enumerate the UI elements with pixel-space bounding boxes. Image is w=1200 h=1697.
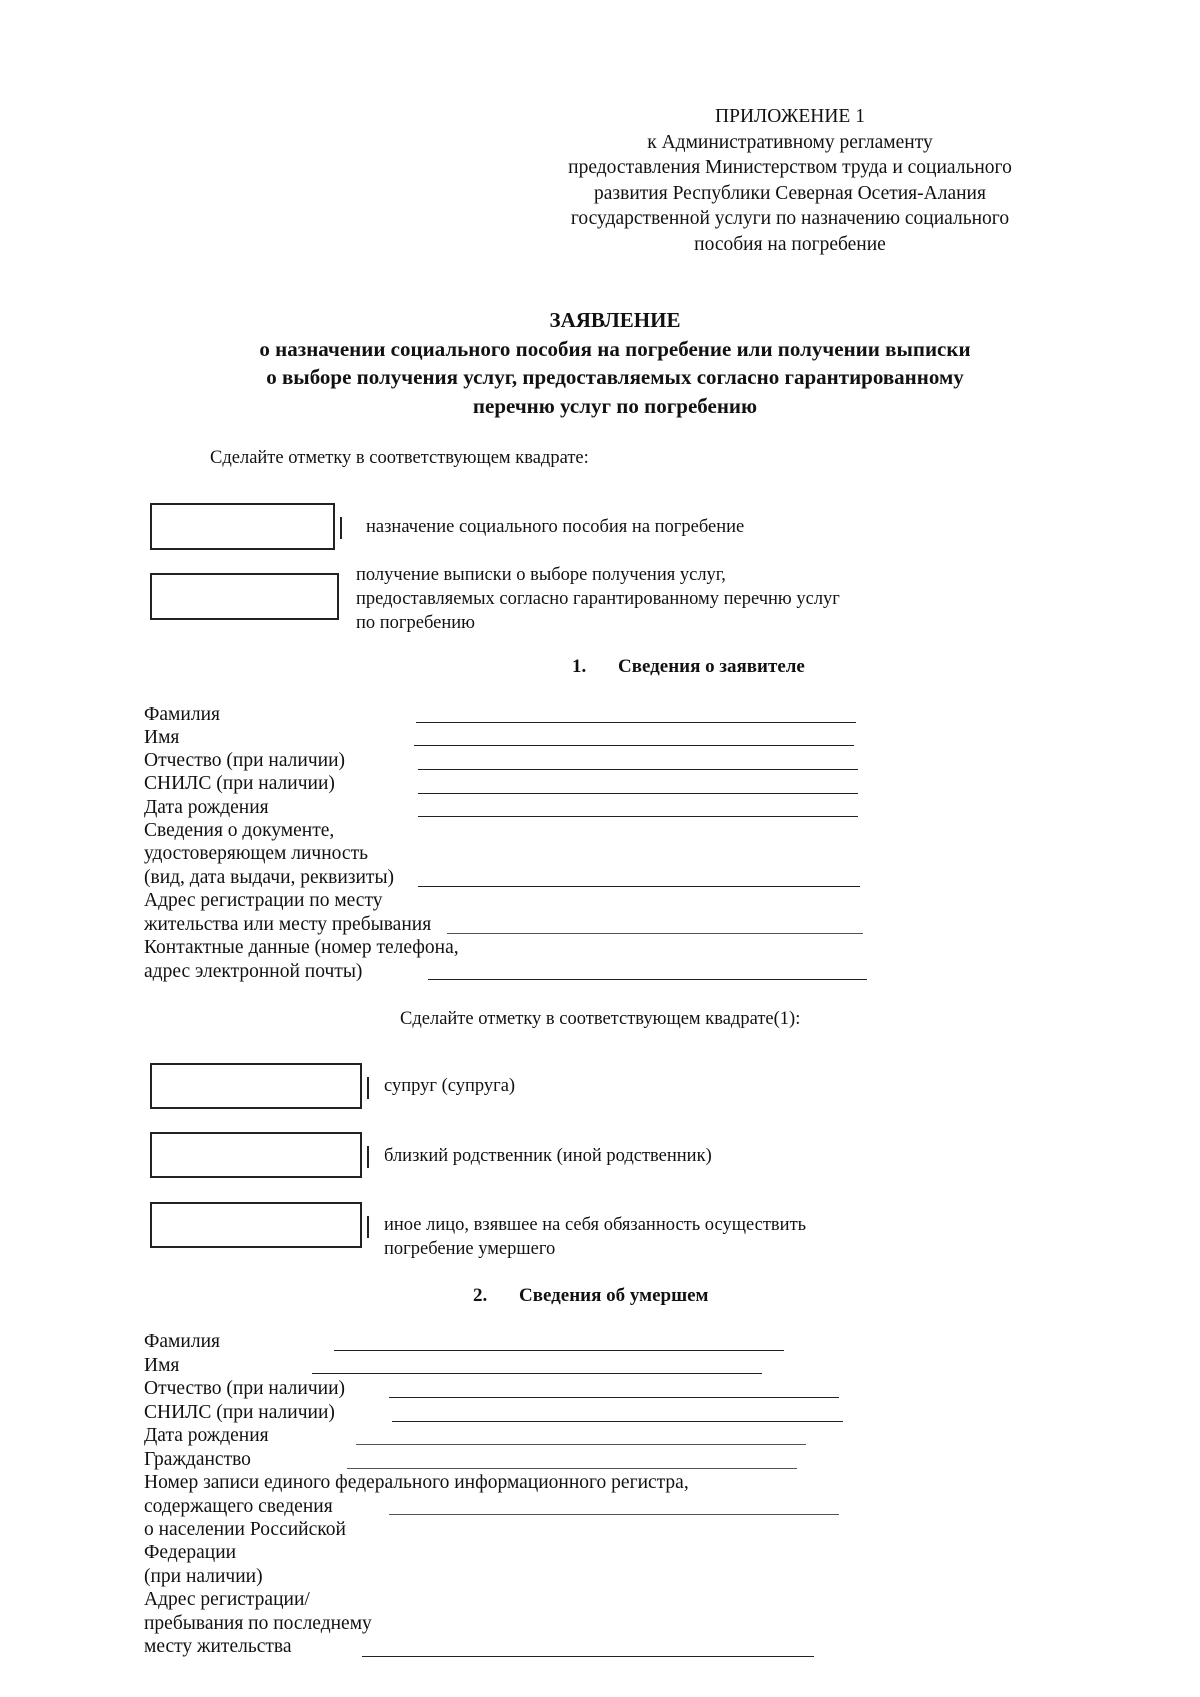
option-relative-label: близкий родственник (иной родственник) bbox=[384, 1146, 712, 1166]
option-burial-allowance-label: назначение социального пособия на погребение bbox=[366, 517, 745, 537]
deceased-label-birthdate: Дата рождения bbox=[144, 1425, 269, 1446]
choice2-instruction: Сделайте отметку в соответствующем квадрате(1): bbox=[400, 1009, 801, 1029]
section2-heading bbox=[473, 1284, 709, 1308]
section1-heading bbox=[572, 655, 805, 679]
title-line: перечню услуг по погребению bbox=[472, 393, 758, 418]
field-line-snils[interactable] bbox=[418, 793, 858, 794]
field-label-address: Адрес регистрации по месту bbox=[144, 890, 383, 911]
title-line: о назначении социального пособия на погребение или получении выписки bbox=[259, 336, 971, 361]
option-spouse-label: супруг (супруга) bbox=[384, 1076, 516, 1096]
option-other-person-label: иное лицо, взявшее на себя обязанность осуществить погребение умершего bbox=[384, 1215, 807, 1259]
section2-number: 2. bbox=[473, 1285, 488, 1306]
title-heading: ЗАЯВЛЕНИЕ bbox=[549, 308, 681, 332]
option-services-extract-label: получение выписки о выборе получения услуг, предоставляемых согласно гарантированному перечню услуг по погребению bbox=[356, 565, 840, 633]
deceased-line-citizenship[interactable] bbox=[347, 1468, 797, 1469]
section1-title: Сведения о заявителе bbox=[618, 656, 805, 677]
field-label-surname: Фамилия bbox=[144, 704, 220, 725]
deceased-label-register: Номер записи единого федерального информационного регистра, bbox=[144, 1472, 689, 1493]
annex-block bbox=[520, 104, 1060, 257]
field-label-document-2: удостоверяющем личность bbox=[144, 843, 368, 864]
field-line-name[interactable] bbox=[414, 745, 854, 746]
deceased-label-address-2: пребывания по последнему bbox=[144, 1613, 372, 1634]
deceased-line-snils[interactable] bbox=[392, 1421, 843, 1422]
deceased-line-name[interactable] bbox=[312, 1373, 762, 1374]
field-line-surname[interactable] bbox=[416, 722, 856, 723]
deceased-line-address[interactable] bbox=[362, 1656, 814, 1657]
field-line-birthdate[interactable] bbox=[418, 816, 858, 817]
annex-line: пособия на погребение bbox=[694, 233, 886, 255]
checkbox-other-person[interactable] bbox=[150, 1202, 362, 1248]
field-label-document-3: (вид, дата выдачи, реквизиты) bbox=[144, 867, 395, 888]
field-label-contacts-2: адрес электронной почты) bbox=[144, 961, 363, 982]
checkbox-services-extract[interactable] bbox=[150, 573, 339, 620]
deceased-line-patronymic[interactable] bbox=[389, 1397, 839, 1398]
field-label-contacts: Контактные данные (номер телефона, bbox=[144, 937, 459, 958]
deceased-label-register-2: содержащего сведения bbox=[144, 1496, 333, 1517]
annex-line: ПРИЛОЖЕНИЕ 1 bbox=[715, 106, 865, 127]
annex-line: предоставления Министерством труда и социального bbox=[568, 157, 1012, 178]
deceased-line-register[interactable] bbox=[389, 1514, 839, 1515]
annex-line: к Административному регламенту bbox=[647, 131, 933, 153]
deceased-label-address-3: месту жительства bbox=[144, 1636, 292, 1657]
deceased-label-patronymic: Отчество (при наличии) bbox=[144, 1378, 346, 1399]
deceased-label-register-5: (при наличии) bbox=[144, 1566, 263, 1587]
deceased-line-birthdate[interactable] bbox=[356, 1444, 806, 1445]
field-label-snils: СНИЛС (при наличии) bbox=[144, 773, 335, 794]
field-line-document[interactable] bbox=[418, 886, 860, 887]
deceased-label-snils: СНИЛС (при наличии) bbox=[144, 1402, 335, 1423]
section2-title: Сведения об умершем bbox=[519, 1285, 709, 1306]
document-title bbox=[150, 306, 1080, 420]
annex-line: государственной услуги по назначению социального bbox=[570, 208, 1010, 229]
deceased-line-surname[interactable] bbox=[334, 1350, 784, 1351]
annex-line: развития Республики Северная Осетия-Алания bbox=[594, 182, 986, 204]
checkbox-relative[interactable] bbox=[150, 1132, 362, 1178]
checkbox-burial-allowance[interactable] bbox=[150, 503, 335, 550]
deceased-label-address: Адрес регистрации/ bbox=[144, 1589, 310, 1610]
title-line: о выборе получения услуг, предоставляемых согласно гарантированному bbox=[266, 365, 964, 389]
field-line-address[interactable] bbox=[447, 933, 863, 934]
field-line-contacts[interactable] bbox=[428, 979, 867, 980]
checkbox-spouse[interactable] bbox=[150, 1063, 362, 1109]
field-label-birthdate: Дата рождения bbox=[144, 797, 269, 818]
field-label-address-2: жительства или месту пребывания bbox=[144, 914, 432, 935]
field-label-patronymic: Отчество (при наличии) bbox=[144, 750, 346, 771]
deceased-label-surname: Фамилия bbox=[144, 1331, 220, 1352]
field-label-name: Имя bbox=[144, 727, 180, 748]
deceased-label-citizenship: Гражданство bbox=[144, 1449, 251, 1470]
deceased-label-register-4: Федерации bbox=[144, 1542, 237, 1563]
deceased-label-register-3: о населении Российской bbox=[144, 1519, 346, 1540]
choice1-instruction: Сделайте отметку в соответствующем квадрате: bbox=[210, 448, 589, 468]
field-label-document: Сведения о документе, bbox=[144, 820, 335, 841]
deceased-label-name: Имя bbox=[144, 1355, 180, 1376]
section1-number: 1. bbox=[572, 656, 587, 677]
field-line-patronymic[interactable] bbox=[418, 769, 858, 770]
